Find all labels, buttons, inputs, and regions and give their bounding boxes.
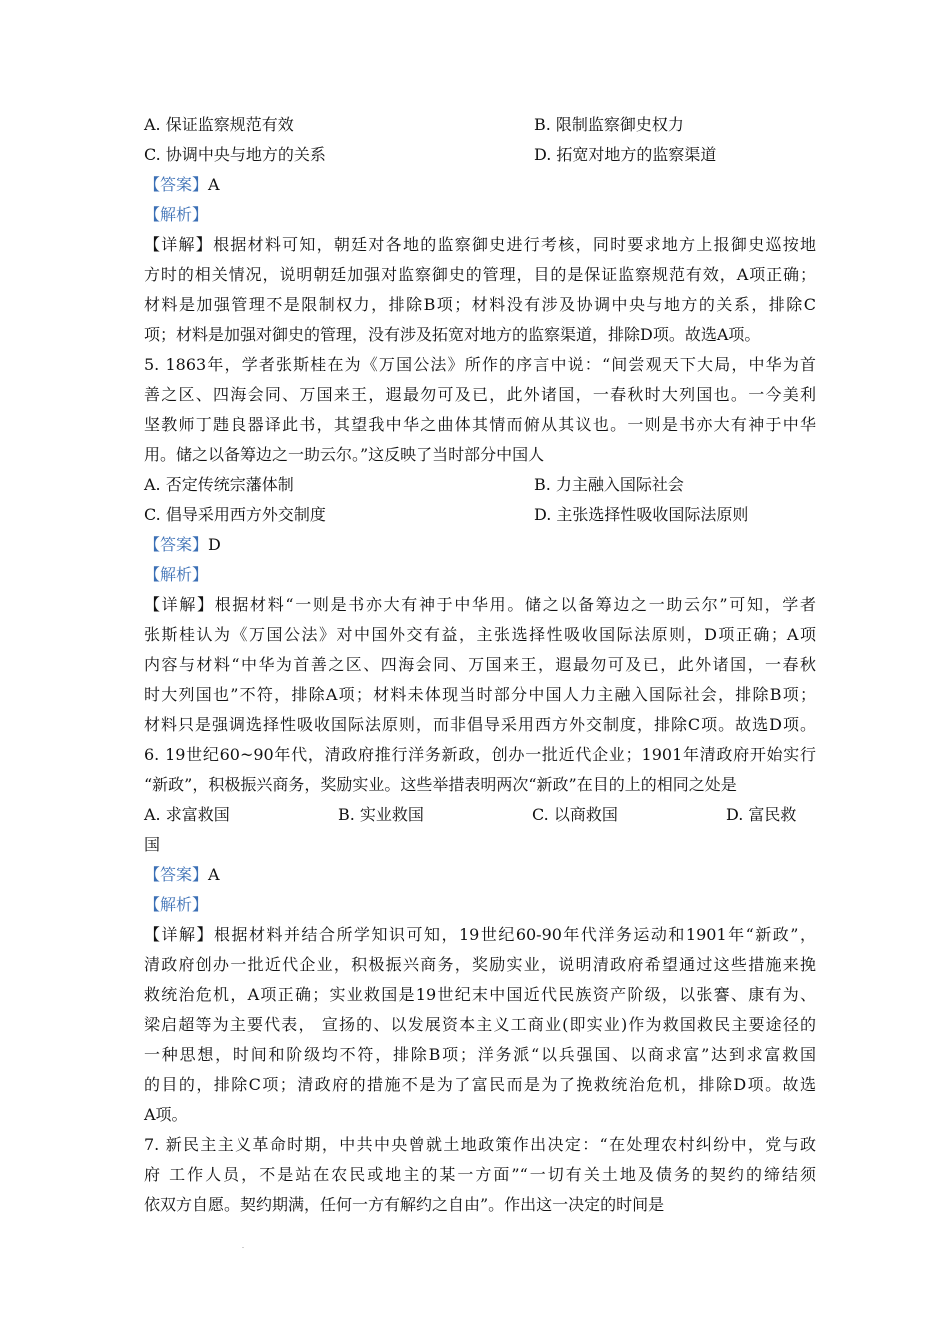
q7-stem-line-2: 府 工作人员，不是站在农民或地主的某一方面”“一切有关土地及债务的契约的缔结须 <box>144 1165 816 1184</box>
q5-detail-line-5: 材料只是强调选择性吸收国际法原则，而非倡导采用西方外交制度，排除C项。故选D项。 <box>144 715 816 734</box>
q6-option-b: B. 实业救国 <box>338 805 424 824</box>
q6-option-a: A. 求富救国 <box>144 805 230 824</box>
q6-detail-text-1: 根据材料并结合所学知识可知，19世纪60-90年代洋务运动和1901年“新政”， <box>214 925 816 944</box>
q5-option-c: C. 倡导采用西方外交制度 <box>144 505 326 524</box>
q6-option-c: C. 以商救国 <box>532 805 618 824</box>
q5-answer <box>144 530 816 560</box>
q4-option-c: C. 协调中央与地方的关系 <box>144 145 326 164</box>
q4-detail-line-3: 材料是加强管理不是限制权力，排除B项；材料没有涉及协调中央与地方的关系，排除C <box>144 295 816 314</box>
detail-label: 【详解】 <box>144 595 215 614</box>
q5-option-b: B. 力主融入国际社会 <box>534 475 684 494</box>
q5-detail-line-3: 内容与材料“中华为首善之区、四海会同、万国来王，遐最勿可及已，此外诸国，一春秋 <box>144 655 816 674</box>
answer-label: 【答案】 <box>144 175 209 194</box>
q5-stem-line-2: 善之区、四海会同、万国来王，遐最勿可及已，此外诸国，一春秋时大列国也。一今美利 <box>144 385 816 404</box>
q7-stem-line-1: 7. 新民主主义革命时期，中共中央曾就土地政策作出决定：“在处理农村纠纷中，党与政 <box>144 1135 816 1154</box>
q4-detail-line-1 <box>144 230 816 260</box>
detail-label: 【详解】 <box>144 925 214 944</box>
q5-detail-line-4: 时大列国也”不符，排除A项；材料未体现当时部分中国人力主融入国际社会，排除B项； <box>144 685 816 704</box>
page-content <box>144 110 816 1220</box>
q6-detail-line-5: 一种思想，时间和阶级均不符，排除B项；洋务派“以兵强国、以商求富”达到求富救国 <box>144 1045 816 1064</box>
q4-options-row-2 <box>144 140 816 170</box>
q6-answer-value: A <box>208 865 220 884</box>
q4-answer <box>144 170 816 200</box>
q5-option-d: D. 主张选择性吸收国际法原则 <box>534 505 749 524</box>
q6-answer <box>144 860 816 890</box>
q5-stem-line-3: 坚教师丁韪良器译此书，其望我中华之曲体其情而俯从其议也。一则是书亦大有神于中华 <box>144 415 816 434</box>
q6-stem-line-2: “新政”，积极振兴商务，奖励实业。这些举措表明两次“新政”在目的上的相同之处是 <box>144 775 737 794</box>
q5-detail-line-1 <box>144 590 816 620</box>
q4-option-a: A. 保证监察规范有效 <box>144 115 294 134</box>
q5-stem-line-4: 用。储之以备筹边之一助云尔。”这反映了当时部分中国人 <box>144 445 545 464</box>
q4-detail-line-2: 方时的相关情况，说明朝廷加强对监察御史的管理，目的是保证监察规范有效，A项正确； <box>144 265 816 284</box>
q6-detail-line-2: 清政府创办一批近代企业，积极振兴商务，奖励实业，说明清政府希望通过这些措施来挽 <box>144 955 816 974</box>
q6-stem-line-1: 6. 19世纪60~90年代，清政府推行洋务新政，创办一批近代企业；1901年清政府开始实行 <box>144 745 816 764</box>
q4-detail-text-1: 根据材料可知，朝廷对各地的监察御史进行考核，同时要求地方上报御史巡按地 <box>213 235 816 254</box>
q5-option-a: A. 否定传统宗藩体制 <box>144 475 294 494</box>
q5-detail-text-1: 根据材料“一则是书亦大有神于中华用。储之以备筹边之一助云尔”可知，学者 <box>214 595 816 614</box>
q6-analysis-label: 【解析】 <box>144 895 209 914</box>
answer-label: 【答案】 <box>144 865 209 884</box>
q6-option-wrap: 国 <box>144 835 161 854</box>
q4-answer-value: A <box>208 175 220 194</box>
answer-label: 【答案】 <box>144 535 209 554</box>
q6-option-d: D. 富民救 <box>726 805 797 824</box>
q4-analysis-label: 【解析】 <box>144 205 209 224</box>
q5-detail-line-2: 张斯桂认为《万国公法》对中国外交有益，主张选择性吸收国际法原则，D项正确；A项 <box>144 625 816 644</box>
q6-detail-line-1 <box>144 920 816 950</box>
q5-analysis-label: 【解析】 <box>144 565 209 584</box>
q6-detail-line-3: 救统治危机，A项正确；实业救国是19世纪末中国近代民族资产阶级，以张謇、康有为、 <box>144 985 816 1004</box>
q6-options-row <box>144 800 816 830</box>
q6-detail-line-6: 的目的，排除C项；清政府的措施不是为了富民而是为了挽救统治危机，排除D项。故选 <box>144 1075 816 1094</box>
q4-detail-line-4: 项；材料是加强对御史的管理，没有涉及拓宽对地方的监察渠道，排除D项。故选A项。 <box>144 325 761 344</box>
scan-speck <box>242 1247 244 1248</box>
q6-detail-line-7: A项。 <box>144 1105 188 1124</box>
q5-options-row-2 <box>144 500 816 530</box>
q5-options-row-1 <box>144 470 816 500</box>
q4-options-row-1 <box>144 110 816 140</box>
detail-label: 【详解】 <box>144 235 214 254</box>
q6-detail-line-4: 梁启超等为主要代表， 宣扬的、以发展资本主义工商业(即实业)作为救国救民主要途径的 <box>144 1015 816 1034</box>
q4-option-d: D. 拓宽对地方的监察渠道 <box>534 145 717 164</box>
q5-stem-line-1: 5. 1863年，学者张斯桂在为《万国公法》所作的序言中说：“间尝观天下大局，中华为首 <box>144 355 816 374</box>
q4-option-b: B. 限制监察御史权力 <box>534 115 684 134</box>
q7-stem-line-3: 依双方自愿。契约期满，任何一方有解约之自由”。作出这一决定的时间是 <box>144 1195 665 1214</box>
q5-answer-value: D <box>208 535 221 554</box>
